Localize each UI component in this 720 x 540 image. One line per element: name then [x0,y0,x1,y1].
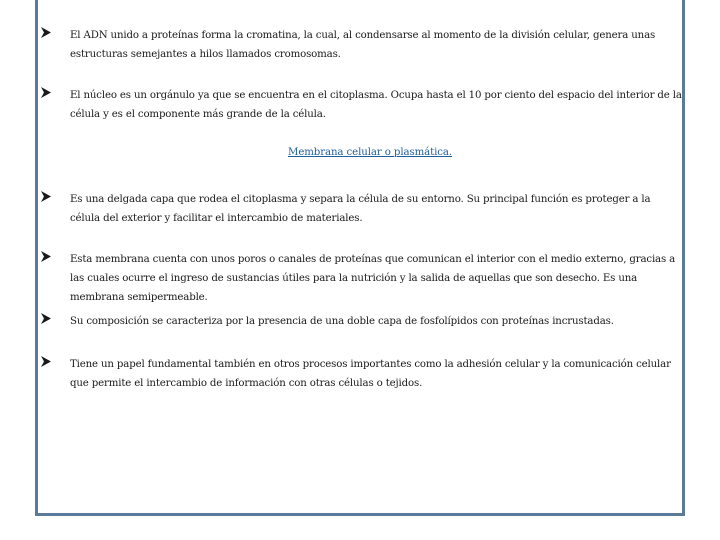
arrowhead-bullet-icon [40,312,54,326]
section-heading-link[interactable]: Membrana celular o plasmática. [287,147,452,158]
arrowhead-bullet-icon [40,250,54,264]
arrowhead-bullet-icon [40,190,54,204]
arrowhead-bullet-icon [40,355,54,369]
bullet-text: Tiene un papel fundamental también en otros procesos importantes como la adhesión celular y la comunicación celular que permite el intercambio de información con otras células o tejidos. [70,359,671,389]
arrowhead-bullet-icon [40,86,54,100]
arrowhead-bullet-icon [40,26,54,40]
bullet-text: Es una delgada capa que rodea el citoplasma y separa la célula de su entorno. Su principal función es proteger a la célula del exterior y facilitar el intercambio de materiales. [70,194,651,224]
bullet-text: El ADN unido a proteínas forma la cromatina, la cual, al condensarse al momento de la división celular, genera unas estructuras semejantes a hilos llamados cromosomas. [70,30,656,60]
bullet-text: El núcleo es un orgánulo ya que se encuentra en el citoplasma. Ocupa hasta el 10 por ciento del espacio del interior de la célula y es el componente más grande de la célula. [70,90,682,120]
bullet-text: Su composición se caracteriza por la presencia de una doble capa de fosfolípidos con proteínas incrustadas. [70,316,614,327]
bullet-text: Esta membrana cuenta con unos poros o canales de proteínas que comunican el interior con el medio externo, gracias a las cuales ocurre el ingreso de sustancias útiles para la nutrición y la salida de aquellas que son desecho. Es una membrana semipermeable. [70,254,676,303]
